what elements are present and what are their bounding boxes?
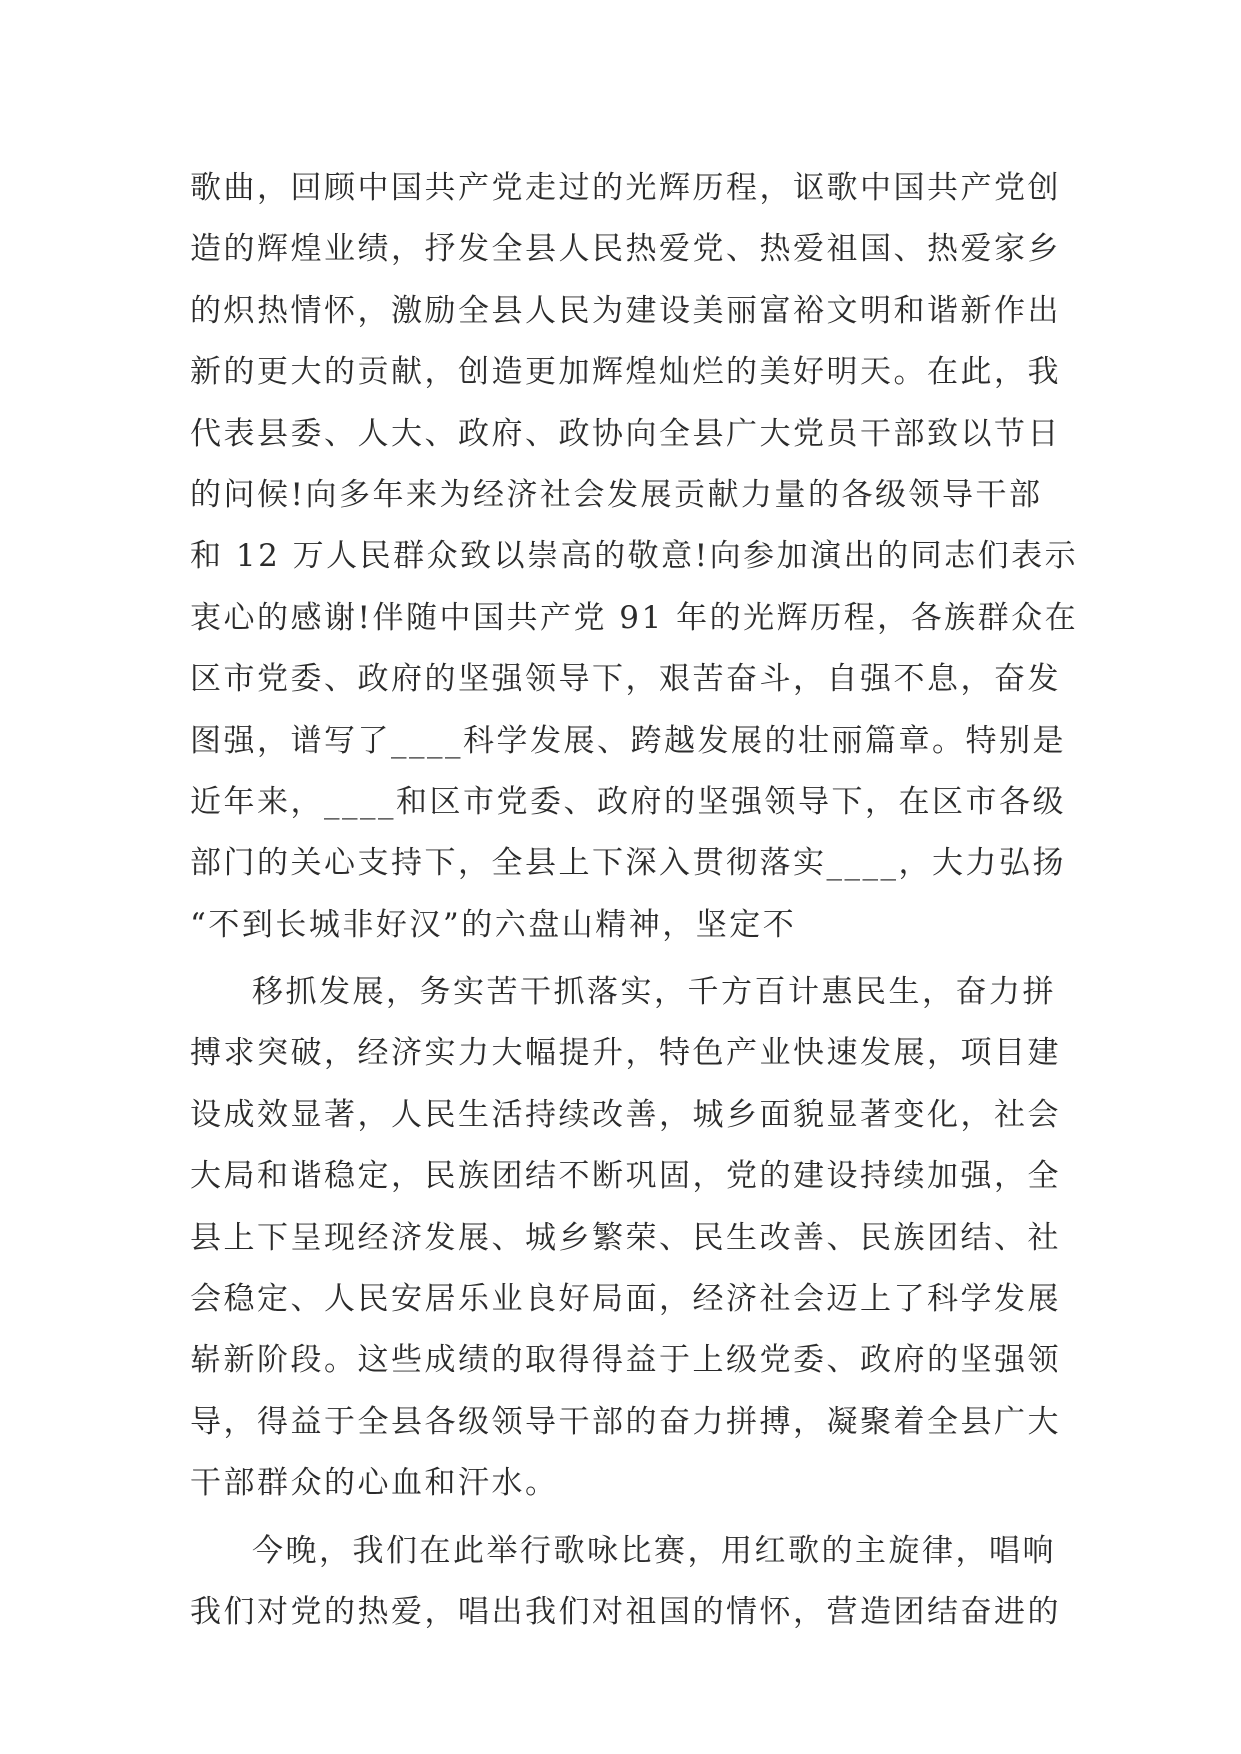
paragraph-3 [190, 1521, 1061, 1644]
paragraph-line: 搏求突破，经济实力大幅提升，特色产业快速发展，项目建 [190, 1035, 1061, 1072]
paragraph-line: 大局和谐稳定，民族团结不断巩固，党的建设持续加强，全 [190, 1158, 1061, 1195]
paragraph-line: 的问候!向多年来为经济社会发展贡献力量的各级领导干部 [190, 476, 1043, 513]
paragraph-line: 崭新阶段。这些成绩的取得得益于上级党委、政府的坚强领 [190, 1342, 1061, 1379]
paragraph-line: 区市党委、政府的坚强领导下，艰苦奋斗，自强不息，奋发 [190, 661, 1061, 698]
paragraph-line: 图强，谱写了____科学发展、跨越发展的壮丽篇章。特别是 [190, 722, 1066, 759]
paragraph-line: 的炽热情怀，激励全县人民为建设美丽富裕文明和谐新作出 [190, 292, 1061, 329]
paragraph-line: 干部群众的心血和汗水。 [190, 1465, 559, 1502]
paragraph-line: 移抓发展，务实苦干抓落实，千方百计惠民生，奋力拼 [252, 974, 1056, 1011]
paragraph-2 [190, 962, 1061, 1515]
paragraph-line: 县上下呈现经济发展、城乡繁荣、民生改善、民族团结、社 [190, 1219, 1061, 1256]
paragraph-line: 导，得益于全县各级领导干部的奋力拼搏，凝聚着全县广大 [190, 1403, 1061, 1440]
paragraph-line: 近年来，____和区市党委、政府的坚强领导下，在区市各级 [190, 783, 1066, 820]
paragraph-line: 歌曲，回顾中国共产党走过的光辉历程，讴歌中国共产党创 [190, 170, 1061, 206]
paragraph-line: 衷心的感谢!伴随中国共产党 91 年的光辉历程，各族群众在 [190, 599, 1079, 636]
paragraph-1 [190, 158, 1079, 956]
paragraph-line: 代表县委、人大、政府、政协向全县广大党员干部致以节日 [190, 415, 1061, 452]
paragraph-line: 我们对党的热爱，唱出我们对祖国的情怀，营造团结奋进的 [190, 1593, 1061, 1630]
paragraph-line: 今晚，我们在此举行歌咏比赛，用红歌的主旋律，唱响 [252, 1532, 1056, 1569]
paragraph-line: 部门的关心支持下，全县上下深入贯彻落实____，大力弘扬 [190, 845, 1066, 882]
paragraph-line: 造的辉煌业绩，抒发全县人民热爱党、热爱祖国、热爱家乡 [190, 231, 1061, 268]
document-body [190, 158, 1079, 1643]
paragraph-line: 新的更大的贡献，创造更加辉煌灿烂的美好明天。在此，我 [190, 354, 1061, 391]
paragraph-line: 和 12 万人民群众致以崇高的敬意!向参加演出的同志们表示 [190, 538, 1079, 575]
paragraph-line: 会稳定、人民安居乐业良好局面，经济社会迈上了科学发展 [190, 1281, 1061, 1318]
paragraph-line: 设成效显著，人民生活持续改善，城乡面貌显著变化，社会 [190, 1096, 1061, 1133]
paragraph-line: “不到长城非好汉”的六盘山精神，坚定不 [190, 906, 797, 943]
